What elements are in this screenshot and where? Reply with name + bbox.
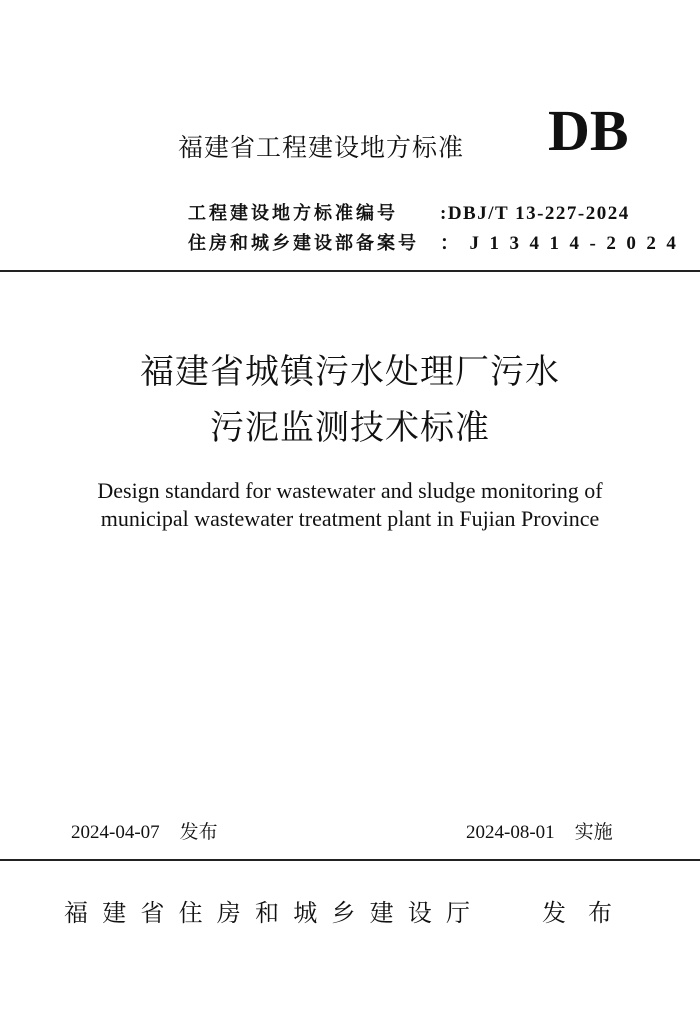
effective-date-block (466, 817, 613, 844)
publisher-name: 福建省住房和城乡建设厅 (64, 899, 485, 927)
effective-date: 2024-08-01 (466, 822, 555, 843)
issue-word: 发布 (179, 821, 218, 843)
top-divider (0, 270, 700, 272)
record-number-value: ：J13414-2024 (440, 233, 687, 254)
chinese-title-line-1: 福建省城镇污水处理厂污水 (140, 352, 560, 392)
issue-date: 2024-04-07 (71, 822, 160, 843)
standard-number-value: :DBJ/T 13-227-2024 (440, 203, 630, 224)
standard-number-label: 工程建设地方标准编号 (188, 203, 398, 224)
english-title-line-2: municipal wastewater treatment plant in Fujian Province (100, 506, 600, 531)
bottom-divider (0, 859, 700, 861)
publish-word: 发布 (542, 899, 634, 927)
header-title: 福建省工程建设地方标准 (178, 133, 465, 162)
record-number-label: 住房和城乡建设部备案号 (188, 233, 419, 254)
effective-word: 实施 (574, 821, 613, 843)
chinese-title-line-2: 污泥监测技术标准 (210, 408, 490, 448)
db-logo: DB (548, 98, 629, 163)
record-number-row (188, 228, 686, 255)
issue-date-block (71, 817, 218, 844)
standard-number-row (188, 199, 630, 225)
english-title-line-1: Design standard for wastewater and sludge monitoring of (97, 478, 603, 503)
